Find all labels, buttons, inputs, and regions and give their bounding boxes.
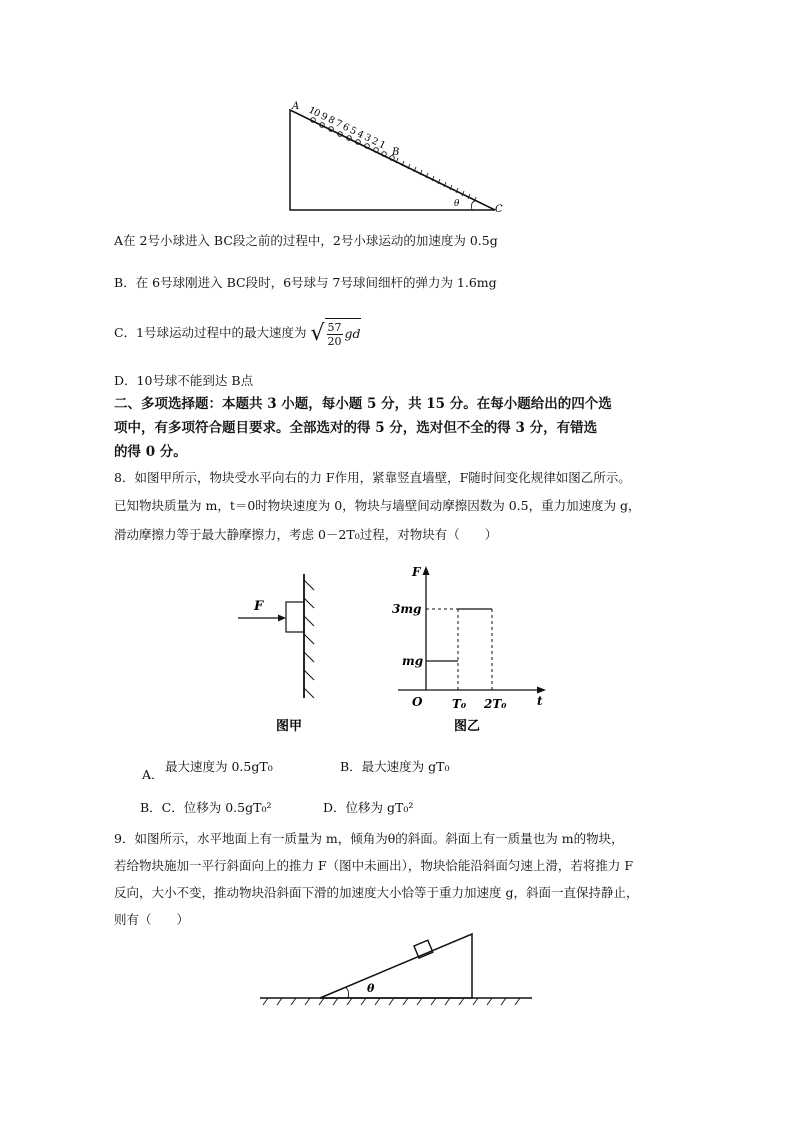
- fig-jia: [232, 560, 332, 740]
- angle-theta-q9: θ: [367, 982, 375, 995]
- q7-option-a: A在 2号小球进入 BC段之前的过程中，2号小球运动的加速度为 0.5g: [114, 233, 498, 248]
- q9-line4: 则有（ ）: [114, 912, 190, 927]
- section2-line3: 的得 0 分。: [114, 444, 187, 460]
- axis-f-label: F: [412, 565, 421, 579]
- fig-yi-ft-graph: [392, 560, 562, 740]
- fraction-numerator: 57: [327, 320, 342, 334]
- fraction-denominator: 20: [327, 334, 342, 348]
- axis-t-label: t: [537, 694, 543, 708]
- q8-line3: 滑动摩擦力等于最大静摩擦力，考虑 0－2T₀过程，对物块有（ ）: [114, 527, 498, 542]
- sqrt-expression: √ $\frac{57}{20}$ gd: [311, 318, 361, 349]
- fig-yi-label: 图乙: [454, 719, 481, 734]
- q8-line2: 已知物块质量为 m，t＝0时物块速度为 0，物块与墙壁间动摩擦因数为 0.5，重力加速度为 g，: [114, 498, 641, 513]
- q8-option-b: B．最大速度为 gT₀: [340, 759, 450, 774]
- q9-line1: 9．如图所示，水平地面上有一质量为 m，倾角为θ的斜面。斜面上有一质量也为 m的物块，: [114, 831, 624, 846]
- label-a: A: [292, 101, 300, 112]
- incline-block-figure: [256, 928, 536, 1010]
- q7-option-c: [114, 318, 361, 349]
- q7-option-b: B．在 6号球刚进入 BC段时，6号球与 7号球间细杆的弹力为 1.6mg: [114, 275, 497, 290]
- q8-option-d: D．位移为 gT₀²: [323, 800, 414, 815]
- q7-option-d: D．10号球不能到达 B点: [114, 373, 254, 388]
- q9-line2: 若给物块施加一平行斜面向上的推力 F（图中未画出），物块恰能沿斜面匀速上滑，若将推力 F: [114, 858, 634, 873]
- section2-line2: 项中，有多项符合题目要求。全部选对的得 5 分，选对但不全的得 3 分，有错选: [114, 420, 598, 436]
- origin-label: O: [412, 695, 423, 709]
- incline-balls-figure: [280, 98, 510, 216]
- x-tick-2t0: 2T₀: [484, 697, 507, 711]
- q8-line1: 8．如图甲所示，物块受水平向右的力 F作用，紧靠竖直墙壁，F随时间变化规律如图乙所示。: [114, 470, 631, 485]
- angle-theta: θ: [454, 199, 460, 209]
- q8-option-a: 最大速度为 0.5gT₀: [165, 759, 273, 774]
- q8-option-a-letter: A．: [142, 767, 164, 782]
- q7-option-c-prefix: C．1号球运动过程中的最大速度为: [114, 325, 307, 340]
- label-c: C: [495, 204, 503, 215]
- q9-line3: 反向，大小不变，推动物块沿斜面下滑的加速度大小恰等于重力加速度 g，斜面一直保持静止，: [114, 885, 639, 900]
- section2-line1: 二、多项选择题：本题共 3 小题，每小题 5 分，共 15 分。在每小题给出的四个选: [114, 396, 612, 412]
- q8-option-c: B．C．位移为 0.5gT₀²: [140, 800, 272, 815]
- y-tick-3mg: 3mg: [392, 602, 422, 616]
- y-tick-mg: mg: [402, 654, 424, 668]
- ball-numbers: 10 9 8 7 6 5 4 3 2 1: [306, 104, 387, 152]
- fig-jia-label: 图甲: [276, 719, 303, 734]
- x-tick-t0: T₀: [452, 697, 467, 711]
- q7-option-c-suffix: gd: [344, 326, 361, 341]
- label-b: B: [392, 147, 400, 158]
- force-label: F: [254, 599, 264, 614]
